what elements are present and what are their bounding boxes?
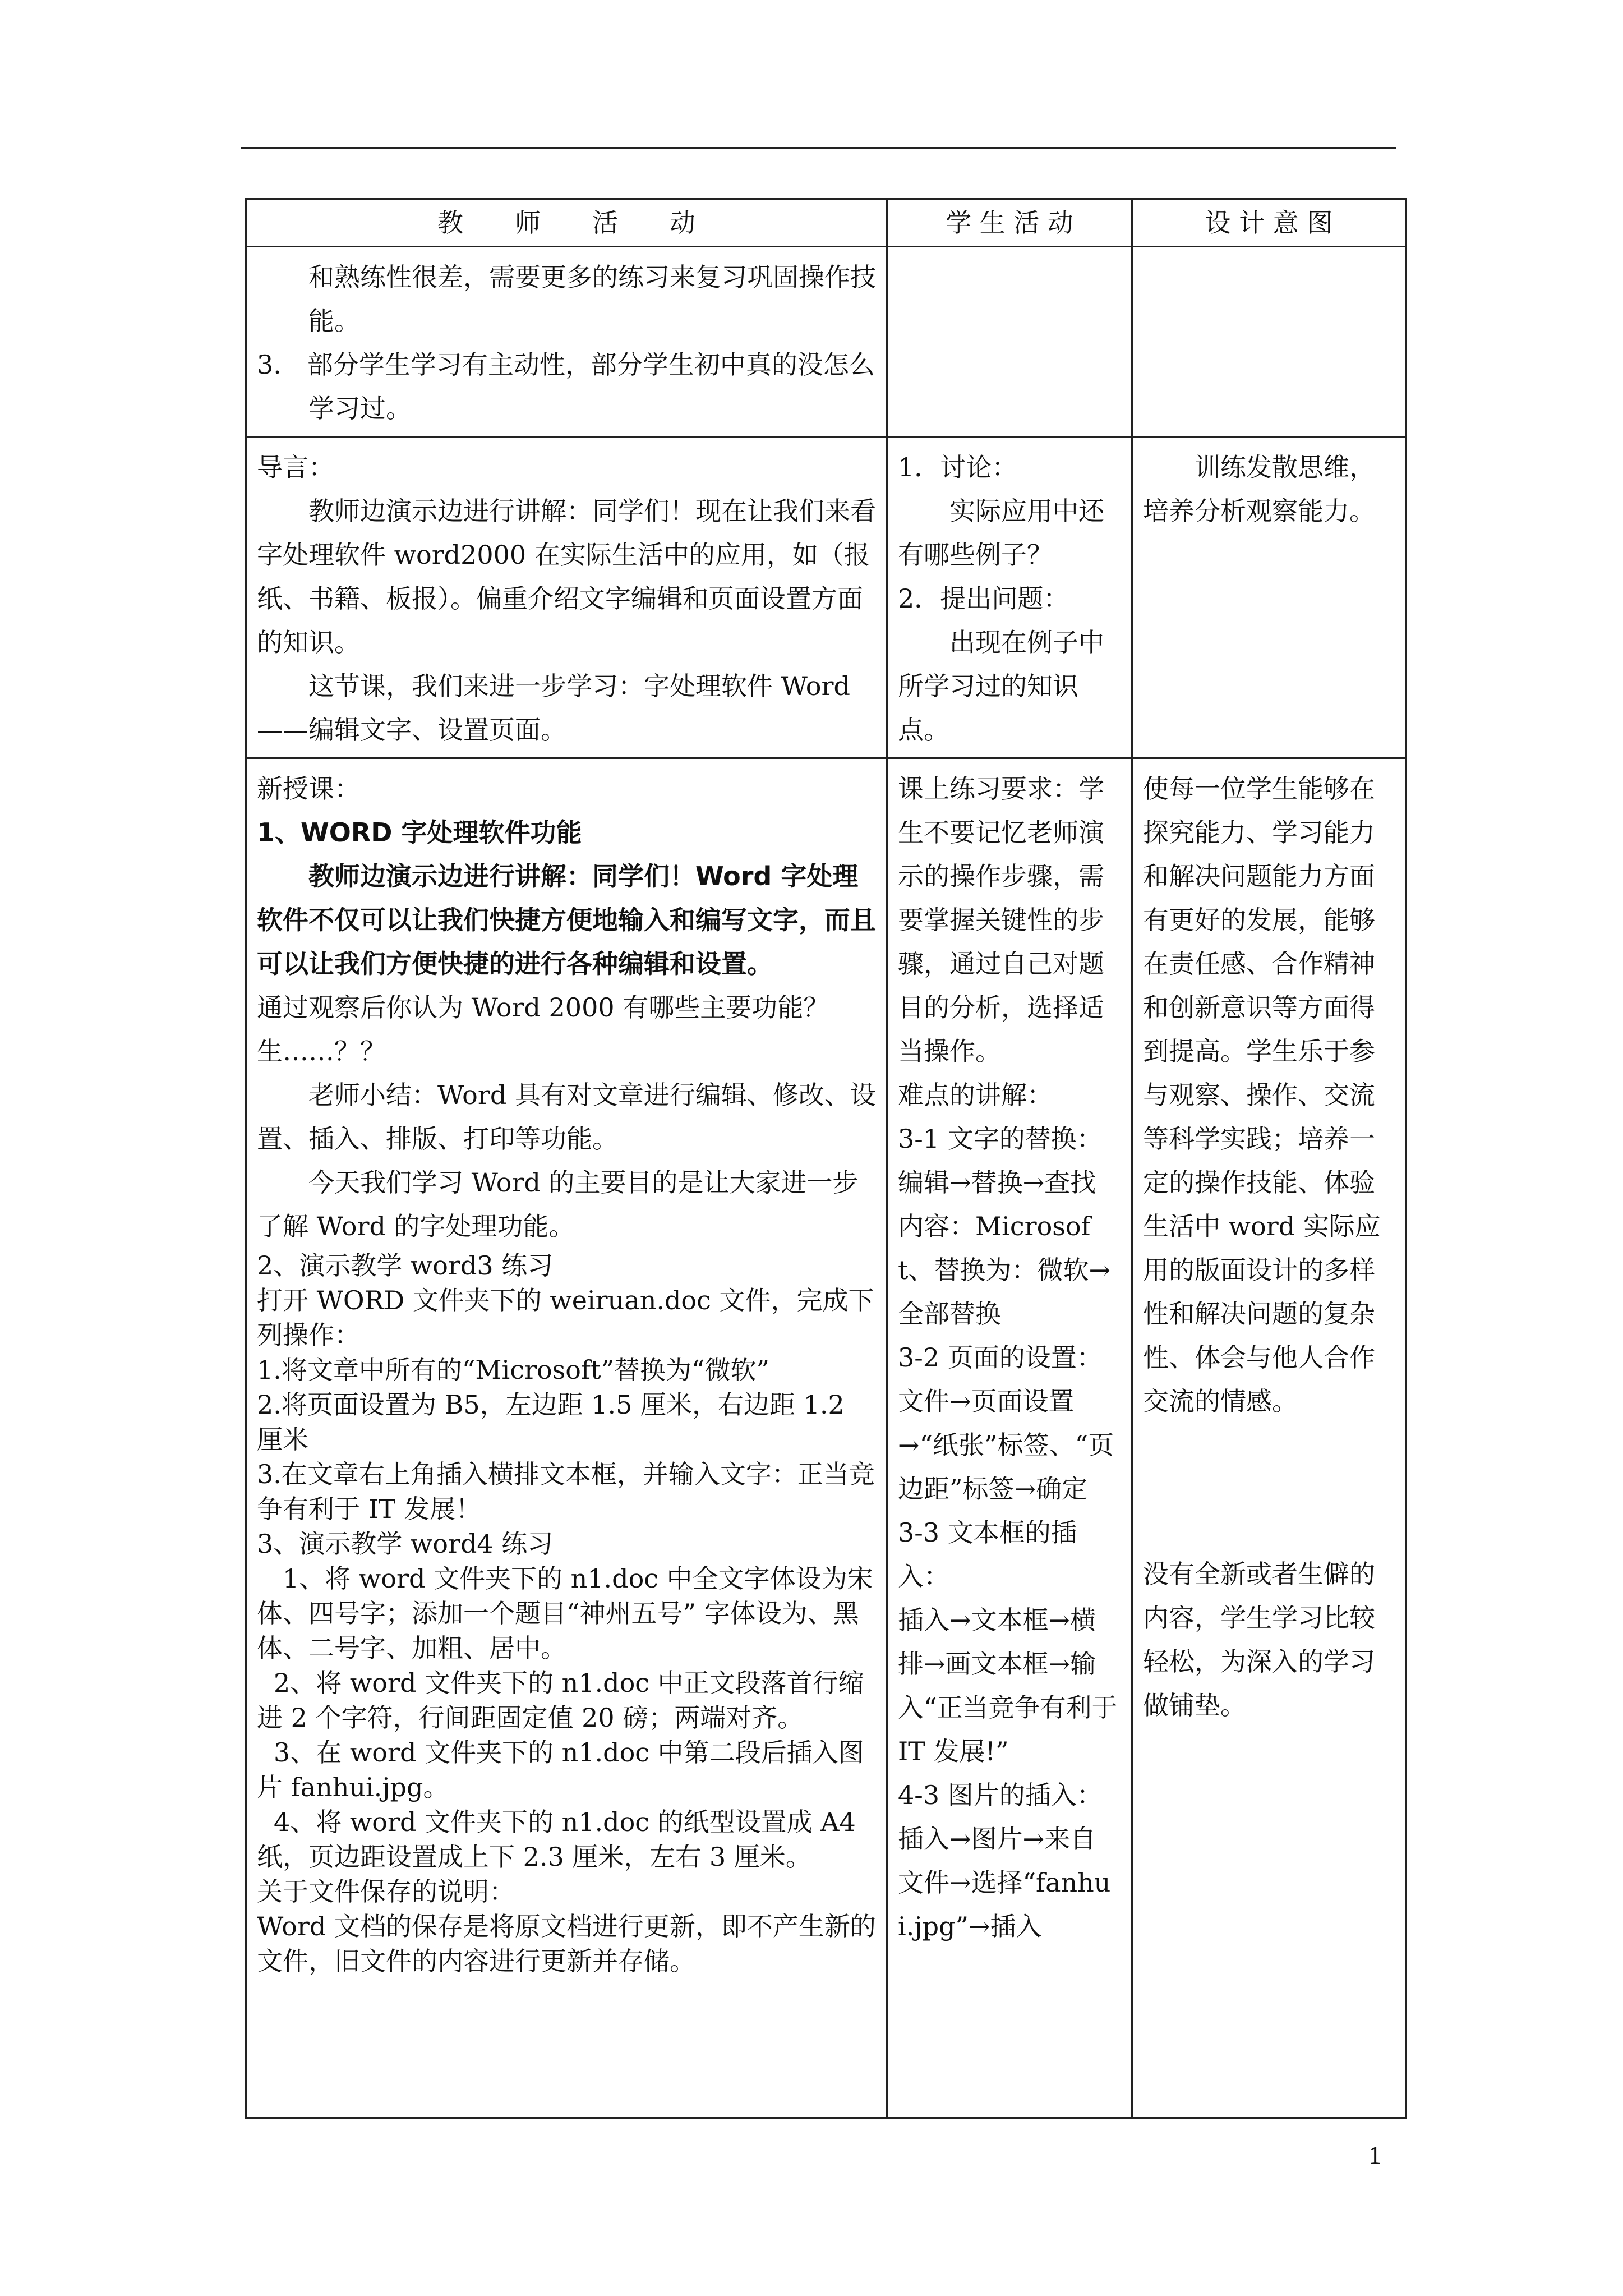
header-teacher-activity: 教 师 活 动 — [246, 199, 887, 247]
paragraph: 打开 WORD 文件夹下的 weiruan.doc 文件，完成下列操作： — [257, 1285, 874, 1350]
paragraph: 训练发散思维，培养分析观察能力。 — [1143, 452, 1375, 526]
paragraph: 今天我们学习 Word 的主要目的是让大家进一步了解 Word 的字处理功能。 — [257, 1167, 859, 1241]
header-student-activity: 学 生 活 动 — [887, 199, 1132, 247]
paragraph: 生……？？ — [257, 1036, 386, 1066]
list-item: 1.将文章中所有的“Microsoft”替换为“微软” — [257, 1355, 770, 1385]
list-item: 1、将 word 文件夹下的 n1.doc 中全文字体设为宋体、四号字；添加一个题目“神州五号” 字体设为、黑体、二号字、加粗、居中。 — [257, 1563, 873, 1663]
paragraph: 使每一位学生能够在探究能力、学习能力和解决问题能力方面有更好的发展，能够在责任感、合作精神和创新意识等方面得到提高。学生乐于参与观察、操作、交流等科学实践；培养一定的操作技能、体验生活中 word 实际应用的版面设计的多样性和解决问题的复杂性、体会与他人合作交流的情感。 — [1143, 774, 1381, 1416]
list-item: 2.将页面设置为 B5，左边距 1.5 厘米，右边距 1.2 厘米 — [257, 1389, 845, 1455]
paragraph: 3-2 页面的设置：文件→页面设置→“纸张”标签、“页边距”标签→确定 — [898, 1342, 1114, 1504]
paragraph: 老师小结：Word 具有对文章进行编辑、修改、设置、插入、排版、打印等功能。 — [257, 1080, 876, 1154]
paragraph: 通过观察后你认为 Word 2000 有哪些主要功能？ — [257, 992, 829, 1023]
paragraph: 3-1 文字的替换：编辑→替换→查找内容：Microsoft、替换为：微软→全部替换 — [898, 1124, 1111, 1329]
paragraph: 教师边演示边进行讲解：同学们！现在让我们来看字处理软件 word2000 在实际生活中的应用，如（报纸、书籍、板报）。偏重介绍文字编辑和页面设置方面的知识。 — [257, 496, 876, 657]
design-cell — [1132, 758, 1406, 2118]
header-rule — [241, 147, 1396, 149]
spacer — [1143, 1423, 1395, 1552]
teacher-cell — [246, 437, 887, 758]
section-heading: 2、演示教学 word3 练习 — [257, 1250, 554, 1281]
paragraph-heading: 导言： — [257, 452, 334, 482]
table-row — [246, 758, 1406, 2118]
list-item: 3、在 word 文件夹下的 n1.doc 中第二段后插入图片 fanhui.jpg。 — [257, 1737, 864, 1802]
table-row — [246, 247, 1406, 437]
lesson-plan-table — [245, 198, 1407, 2119]
paragraph: 插入→文本框→横排→画文本框→输入“正当竞争有利于 IT 发展!” — [898, 1605, 1118, 1766]
paragraph-heading: 难点的讲解： — [898, 1080, 1053, 1110]
list-item: 4、将 word 文件夹下的 n1.doc 的纸型设置成 A4 纸，页边距设置成上下 2.3 厘米，左右 3 厘米。 — [257, 1807, 856, 1872]
paragraph: 3-3 文本框的插入： — [898, 1517, 1077, 1591]
student-cell — [887, 758, 1132, 2118]
paragraph: 2．提出问题： — [898, 583, 1069, 614]
paragraph: 4-3 图片的插入：插入→图片→来自文件→选择“fanhui.jpg”→插入 — [898, 1780, 1111, 1941]
teacher-cell — [246, 758, 887, 2118]
table-row — [246, 437, 1406, 758]
paragraph: 教师边演示边进行讲解：同学们！Word 字处理软件不仅可以让我们快捷方便地输入和编写文字，而且可以让我们方便快捷的进行各种编辑和设置。 — [257, 861, 876, 979]
section-heading: 3、演示教学 word4 练习 — [257, 1529, 554, 1559]
list-item: 3.在文章右上角插入横排文本框，并输入文字：正当竞争有利于 IT 发展！ — [257, 1459, 875, 1524]
list-item: 2、将 word 文件夹下的 n1.doc 中正文段落首行缩进 2 个字符，行间距固定值 20 磅；两端对齐。 — [257, 1668, 864, 1733]
student-cell — [887, 437, 1132, 758]
paragraph: 出现在例子中所学习过的知识点。 — [898, 627, 1104, 745]
design-cell — [1132, 247, 1406, 437]
student-cell — [887, 247, 1132, 437]
paragraph: 课上练习要求：学生不要记忆老师演示的操作步骤，需要掌握关键性的步骤，通过自己对题目的分析，选择适当操作。 — [898, 774, 1104, 1066]
page-number: 1 — [1368, 2141, 1381, 2169]
section-heading: 1、WORD 字处理软件功能 — [257, 817, 582, 848]
paragraph-heading: 新授课： — [257, 774, 360, 804]
paragraph: 实际应用中还有哪些例子？ — [898, 496, 1104, 570]
design-cell — [1132, 437, 1406, 758]
paragraph: Word 文档的保存是将原文档进行更新，即不产生新的文件，旧文件的内容进行更新并存储。 — [257, 1911, 876, 1976]
paragraph-heading: 关于文件保存的说明： — [257, 1876, 515, 1907]
table-header-row — [246, 199, 1406, 247]
numbered-paragraph: 3. 部分学生学习有主动性，部分学生初中真的没怎么学习过。 — [257, 349, 875, 424]
paragraph: 和熟练性很差，需要更多的练习来复习巩固操作技能。 — [308, 262, 876, 336]
teacher-cell — [246, 247, 887, 437]
paragraph: 没有全新或者生僻的内容，学生学习比较轻松，为深入的学习做铺垫。 — [1143, 1559, 1375, 1720]
paragraph: 1．讨论： — [898, 452, 1018, 482]
header-design-intent: 设 计 意 图 — [1132, 199, 1406, 247]
paragraph: 这节课，我们来进一步学习：字处理软件 Word——编辑文字、设置页面。 — [257, 671, 850, 745]
